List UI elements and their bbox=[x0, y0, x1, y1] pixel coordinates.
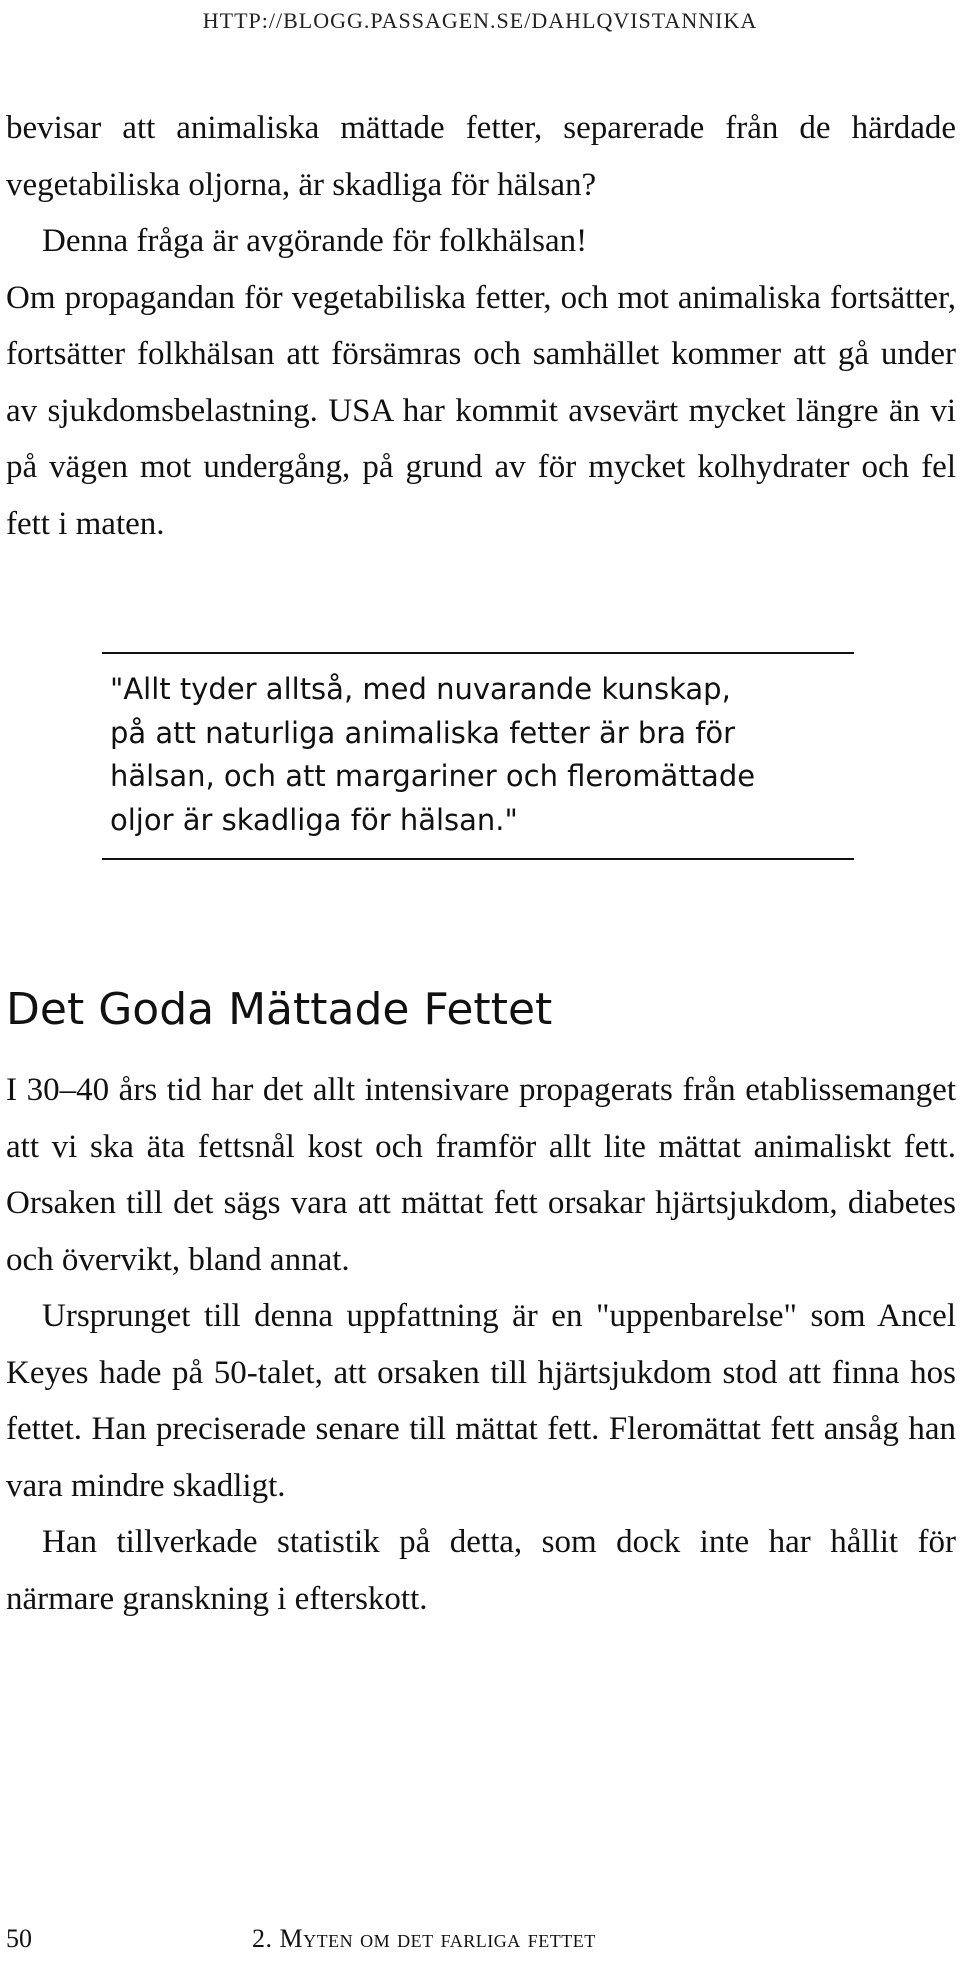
section-heading: Det Goda Mättade Fettet bbox=[6, 984, 553, 1035]
pull-quote-line: på att naturliga animaliska fetter är bra för bbox=[110, 715, 736, 750]
page-number: 50 bbox=[6, 1924, 32, 1953]
paragraph: I 30–40 års tid har det allt intensivare propagerats från etablissemanget att vi ska äta fettsnål kost och framför allt lite mättat animaliskt fett. Orsaken till det sägs vara att mättat fett orsakar hjärtsjukdom, diabetes och övervikt, bland annat. bbox=[6, 1072, 956, 1278]
pull-quote-line: "Allt tyder alltså, med nuvarande kunskap, bbox=[110, 672, 731, 706]
paragraph: Om propagandan för vegetabiliska fetter, och mot animaliska fortsätter, fortsätter folkhälsan att försämras och samhället kommer att gå under av sjukdomsbelastning. USA har kommit avsevärt mycket längre än vi på vägen mot undergång, på grund av för mycket kolhydrater och fel fett i maten. bbox=[6, 279, 956, 542]
pull-quote bbox=[102, 652, 854, 860]
paragraph: Denna fråga är avgörande för folkhälsan! bbox=[42, 223, 588, 259]
body-text-block-top bbox=[6, 100, 956, 552]
pull-quote-line: hälsan, och att margariner och fleromättade bbox=[110, 759, 756, 793]
pull-quote-line: oljor är skadliga för hälsan." bbox=[110, 802, 518, 837]
paragraph: bevisar att animaliska mättade fetter, separerade från de härdade vegetabiliska oljorna, är skadliga för hälsan? bbox=[6, 110, 956, 203]
running-footer-chapter: 2. Myten om det farliga fettet bbox=[252, 1924, 596, 1953]
running-header-url: HTTP://BLOGG.PASSAGEN.SE/DAHLQVISTANNIKA bbox=[202, 8, 758, 33]
paragraph: Han tillverkade statistik på detta, som dock inte har hållit för närmare granskning i efterskott. bbox=[6, 1524, 956, 1617]
body-text-block-section bbox=[6, 1062, 956, 1627]
paragraph: Ursprunget till denna uppfattning är en "uppenbarelse" som Ancel Keyes hade på 50-talet, att orsaken till hjärtsjukdom stod att finna hos fettet. Han preciserade senare till mättat fett. Fleromättat fett ansåg han vara mindre skadligt. bbox=[6, 1298, 956, 1504]
